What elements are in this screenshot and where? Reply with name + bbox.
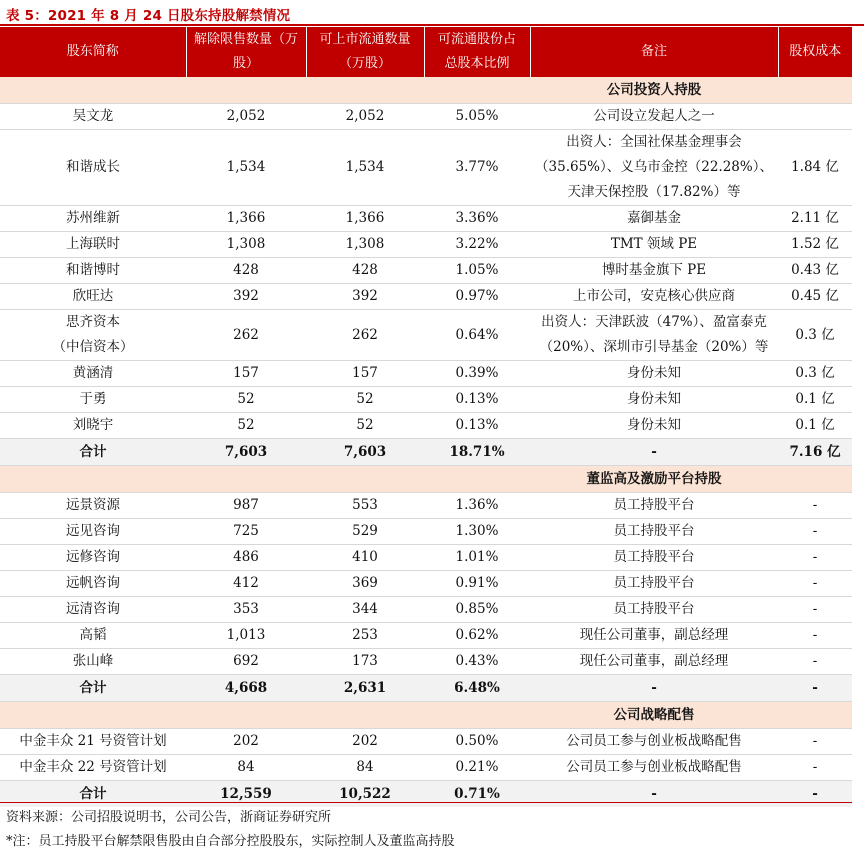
cell-cost: - <box>778 755 852 781</box>
cell-ratio: 0.43% <box>424 649 530 675</box>
cell-name: 远见咨询 <box>0 519 186 545</box>
cell-ratio: 0.21% <box>424 755 530 781</box>
cell-name: 吴文龙 <box>0 104 186 130</box>
cell-ratio: 3.77% <box>424 130 530 206</box>
cell-remark: 博时基金旗下 PE <box>530 258 778 284</box>
cell-cost: 0.3 亿 <box>778 361 852 387</box>
cell-ratio: 0.85% <box>424 597 530 623</box>
cell-remark: 上市公司，安克核心供应商 <box>530 284 778 310</box>
cell-ratio: 5.05% <box>424 104 530 130</box>
table-caption: 表 5：2021 年 8 月 24 日股东持股解禁情况 <box>6 8 291 24</box>
cell-name: 思齐资本 （中信资本） <box>0 310 186 361</box>
table-row <box>0 413 852 439</box>
total-row <box>0 781 852 808</box>
cell-ratio: 0.13% <box>424 413 530 439</box>
cell-ratio: 3.36% <box>424 206 530 232</box>
table-row <box>0 206 852 232</box>
cell-ratio: 0.91% <box>424 571 530 597</box>
cell-ratio: 3.22% <box>424 232 530 258</box>
cell-tradable: 52 <box>306 387 424 413</box>
cell-unlock: 428 <box>186 258 306 284</box>
cell-remark: 员工持股平台 <box>530 545 778 571</box>
cell-tradable: 1,534 <box>306 130 424 206</box>
cell-cost: 0.43 亿 <box>778 258 852 284</box>
table-row <box>0 258 852 284</box>
cell-tradable: 392 <box>306 284 424 310</box>
cell-remark: 公司员工参与创业板战略配售 <box>530 755 778 781</box>
table-row <box>0 361 852 387</box>
cell-tradable: 253 <box>306 623 424 649</box>
section-row <box>0 77 852 104</box>
section-title: 公司投资人持股 <box>530 77 778 104</box>
cell-remark: 现任公司董事，副总经理 <box>530 623 778 649</box>
cell-unlock: 1,366 <box>186 206 306 232</box>
cell-remark: - <box>530 439 778 466</box>
cell-cost: - <box>778 519 852 545</box>
cell-cost: - <box>778 623 852 649</box>
cell-ratio: 18.71% <box>424 439 530 466</box>
cell-remark: 员工持股平台 <box>530 519 778 545</box>
cell-cost: - <box>778 545 852 571</box>
table-row <box>0 284 852 310</box>
cell-name: 和谐博时 <box>0 258 186 284</box>
table-row <box>0 232 852 258</box>
cell-ratio: 0.13% <box>424 387 530 413</box>
cell-remark: 员工持股平台 <box>530 597 778 623</box>
header-row <box>0 27 852 77</box>
table-row <box>0 310 852 361</box>
cell-tradable: 173 <box>306 649 424 675</box>
header-unlock-qty: 解除限售数量（万 股） <box>186 27 306 77</box>
total-row <box>0 675 852 702</box>
cell-unlock: 52 <box>186 387 306 413</box>
cell-ratio: 0.39% <box>424 361 530 387</box>
cell-name: 刘晓宇 <box>0 413 186 439</box>
cell-tradable: 410 <box>306 545 424 571</box>
cell-cost: 0.45 亿 <box>778 284 852 310</box>
cell-cost: - <box>778 729 852 755</box>
cell-remark: 出资人：天津跃波（47%）、盈富泰克 （20%）、深圳市引导基金（20%）等 <box>530 310 778 361</box>
cell-unlock: 262 <box>186 310 306 361</box>
cell-tradable: 262 <box>306 310 424 361</box>
table-row <box>0 519 852 545</box>
table-row <box>0 493 852 519</box>
cell-cost: 1.84 亿 <box>778 130 852 206</box>
cell-remark: 现任公司董事，副总经理 <box>530 649 778 675</box>
cell-unlock: 52 <box>186 413 306 439</box>
cell-name: 高韬 <box>0 623 186 649</box>
cell-tradable: 7,603 <box>306 439 424 466</box>
cell-name: 合计 <box>0 781 186 808</box>
table-row <box>0 104 852 130</box>
cell-name: 中金丰众 21 号资管计划 <box>0 729 186 755</box>
cell-remark: 员工持股平台 <box>530 493 778 519</box>
cell-unlock: 2,052 <box>186 104 306 130</box>
table-row <box>0 545 852 571</box>
unlock-table <box>0 27 852 807</box>
section-title: 公司战略配售 <box>530 702 778 729</box>
cell-remark: - <box>530 781 778 808</box>
cell-name: 欣旺达 <box>0 284 186 310</box>
cell-unlock: 1,013 <box>186 623 306 649</box>
cell-tradable: 202 <box>306 729 424 755</box>
cell-cost: 2.11 亿 <box>778 206 852 232</box>
section-row <box>0 702 852 729</box>
cell-name: 中金丰众 22 号资管计划 <box>0 755 186 781</box>
table-row <box>0 597 852 623</box>
cell-unlock: 987 <box>186 493 306 519</box>
cell-ratio: 1.36% <box>424 493 530 519</box>
footnote: *注：员工持股平台解禁限售股由自合部分控股股东，实际控制人及董监高持股 <box>6 834 455 849</box>
header-tradable-qty: 可上市流通数量 （万股） <box>306 27 424 77</box>
cell-tradable: 344 <box>306 597 424 623</box>
cell-name: 苏州维新 <box>0 206 186 232</box>
cell-unlock: 202 <box>186 729 306 755</box>
cell-cost: - <box>778 649 852 675</box>
cell-tradable: 2,052 <box>306 104 424 130</box>
cell-ratio: 0.71% <box>424 781 530 808</box>
cell-remark: 公司员工参与创业板战略配售 <box>530 729 778 755</box>
cell-tradable: 1,308 <box>306 232 424 258</box>
cell-cost: - <box>778 675 852 702</box>
source-note: 资料来源：公司招股说明书，公司公告，浙商证券研究所 <box>6 810 332 825</box>
cell-unlock: 725 <box>186 519 306 545</box>
cell-ratio: 0.50% <box>424 729 530 755</box>
cell-name: 于勇 <box>0 387 186 413</box>
cell-unlock: 157 <box>186 361 306 387</box>
cell-cost: - <box>778 781 852 808</box>
cell-remark: 公司设立发起人之一 <box>530 104 778 130</box>
cell-tradable: 10,522 <box>306 781 424 808</box>
header-cost: 股权成本 <box>778 27 852 77</box>
cell-tradable: 553 <box>306 493 424 519</box>
cell-tradable: 369 <box>306 571 424 597</box>
cell-unlock: 392 <box>186 284 306 310</box>
cell-ratio: 1.01% <box>424 545 530 571</box>
section-row <box>0 466 852 493</box>
total-row <box>0 439 852 466</box>
cell-ratio: 1.30% <box>424 519 530 545</box>
cell-ratio: 0.97% <box>424 284 530 310</box>
cell-remark: 身份未知 <box>530 361 778 387</box>
cell-unlock: 12,559 <box>186 781 306 808</box>
cell-remark: 出资人：全国社保基金理事会 （35.65%）、义乌市金控（22.28%）、 天津天保控股（17.82%）等 <box>530 130 778 206</box>
cell-ratio: 0.62% <box>424 623 530 649</box>
cell-name: 合计 <box>0 439 186 466</box>
section-title: 董监高及激励平台持股 <box>530 466 778 493</box>
cell-unlock: 486 <box>186 545 306 571</box>
cell-cost: 0.1 亿 <box>778 413 852 439</box>
cell-cost <box>778 104 852 130</box>
cell-unlock: 1,308 <box>186 232 306 258</box>
header-shareholder: 股东简称 <box>0 27 186 77</box>
cell-cost: - <box>778 597 852 623</box>
cell-remark: 身份未知 <box>530 387 778 413</box>
cell-unlock: 4,668 <box>186 675 306 702</box>
cell-cost: - <box>778 493 852 519</box>
cell-remark: 员工持股平台 <box>530 571 778 597</box>
cell-cost: 0.1 亿 <box>778 387 852 413</box>
cell-name: 黄涵清 <box>0 361 186 387</box>
cell-name: 合计 <box>0 675 186 702</box>
cell-unlock: 412 <box>186 571 306 597</box>
cell-tradable: 84 <box>306 755 424 781</box>
table-row <box>0 387 852 413</box>
cell-remark: 身份未知 <box>530 413 778 439</box>
cell-tradable: 529 <box>306 519 424 545</box>
cell-remark: 嘉御基金 <box>530 206 778 232</box>
cell-unlock: 1,534 <box>186 130 306 206</box>
cell-remark: - <box>530 675 778 702</box>
cell-name: 远景资源 <box>0 493 186 519</box>
cell-tradable: 2,631 <box>306 675 424 702</box>
cell-cost: - <box>778 571 852 597</box>
table-row <box>0 649 852 675</box>
cell-tradable: 52 <box>306 413 424 439</box>
table-row <box>0 571 852 597</box>
table-row <box>0 729 852 755</box>
cell-remark: TMT 领域 PE <box>530 232 778 258</box>
table-row <box>0 130 852 206</box>
header-remark: 备注 <box>530 27 778 77</box>
cell-unlock: 84 <box>186 755 306 781</box>
table-row <box>0 755 852 781</box>
cell-cost: 7.16 亿 <box>778 439 852 466</box>
cell-ratio: 6.48% <box>424 675 530 702</box>
caption-rule <box>0 24 864 26</box>
cell-unlock: 7,603 <box>186 439 306 466</box>
cell-name: 上海联时 <box>0 232 186 258</box>
cell-name: 张山峰 <box>0 649 186 675</box>
cell-unlock: 692 <box>186 649 306 675</box>
table-row <box>0 623 852 649</box>
cell-tradable: 428 <box>306 258 424 284</box>
cell-cost: 0.3 亿 <box>778 310 852 361</box>
cell-name: 和谐成长 <box>0 130 186 206</box>
header-ratio: 可流通股份占 总股本比例 <box>424 27 530 77</box>
cell-ratio: 0.64% <box>424 310 530 361</box>
cell-ratio: 1.05% <box>424 258 530 284</box>
cell-tradable: 1,366 <box>306 206 424 232</box>
source-rule <box>0 802 852 803</box>
cell-cost: 1.52 亿 <box>778 232 852 258</box>
cell-name: 远帆咨询 <box>0 571 186 597</box>
cell-tradable: 157 <box>306 361 424 387</box>
cell-name: 远清咨询 <box>0 597 186 623</box>
cell-unlock: 353 <box>186 597 306 623</box>
cell-name: 远修咨询 <box>0 545 186 571</box>
